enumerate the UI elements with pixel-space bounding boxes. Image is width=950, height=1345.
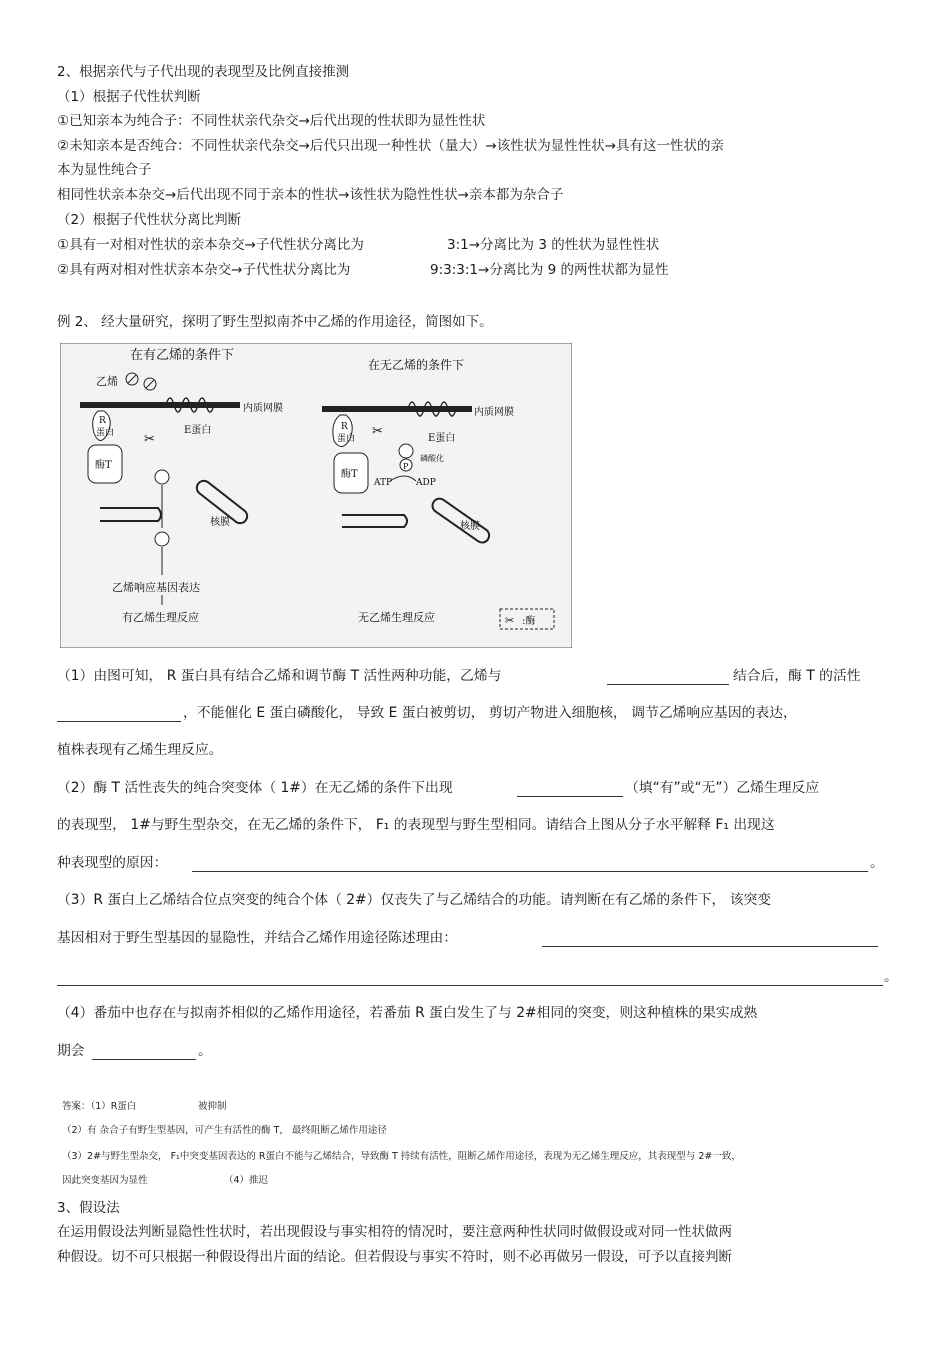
q2-line-d: 种表现型的原因： [57,855,168,871]
answer-line-1b: 被抑制 [198,1101,227,1112]
answer-line-3b: 因此突变基因为显性 [62,1175,148,1186]
atp-label: ATP [374,478,393,488]
left-er-membrane [80,402,240,408]
right-er-label: 内质网膜 [474,407,514,418]
q3-line-end: 。 [884,969,898,985]
ethylene-label: 乙烯 [96,375,118,388]
answer-line-2: （2）有 杂合子有野生型基因，可产生有活性的酶 T， 最终阻断乙烯作用途径 [62,1125,387,1136]
q1-line-b: 结合后，酶 T 的活性 [733,668,861,684]
phosphate-label: P [403,462,409,471]
legend-label: :酶 [522,616,536,627]
q2-blank-1[interactable] [517,783,623,797]
q1-line-a: （1）由图可知， R 蛋白具有结合乙烯和调节酶 T 活性两种功能，乙烯与 [57,668,502,684]
answer-line-1a: 答案：（1）R蛋白 [62,1101,137,1112]
rule-line-4a: ①具有一对相对性状的亲本杂交→子代性状分离比为 [57,237,364,253]
left-e-label: E蛋白 [184,425,212,436]
q3-line-a: （3）R 蛋白上乙烯结合位点突变的纯合个体（ 2#）仅丧失了与乙烯结合的功能。请判断在有乙烯的条件下， 该突变 [57,892,772,908]
right-r-label-a: R [341,422,348,432]
q2-line-end: 。 [870,855,884,871]
cleaved-product-1 [155,470,169,484]
right-e-label: E蛋白 [428,433,456,444]
ethylene-pathway-figure [60,343,572,648]
scissors-icon-right: ✂ [372,424,383,439]
left-er-label: 内质网膜 [243,403,283,414]
gene-expression-label: 乙烯响应基因表达 [112,581,200,594]
rule-line-5b: 9:3:3:1→分离比为 9 的两性状都为显性 [430,262,669,278]
q4-line-b: 期会 [57,1043,85,1059]
right-r-label-b: 蛋白 [337,434,356,444]
q4-blank-1[interactable] [92,1046,196,1060]
subheading-1: （1）根据子代性状判断 [57,89,201,105]
example-title: 例 2、 经大量研究，探明了野生型拟南芥中乙烯的作用途径，简图如下。 [57,314,493,330]
q2-line-b: （填“有”或“无”）乙烯生理反应 [625,780,820,796]
q4-line-end: 。 [198,1043,212,1059]
rule-line-2b: 本为显性纯合子 [57,162,152,178]
right-title: 在无乙烯的条件下 [368,358,465,372]
left-r-label-a: R [99,416,106,426]
rule-line-1: ①已知亲本为纯合子：不同性状亲代杂交→后代出现的性状即为显性性状 [57,113,486,129]
q3-blank-2[interactable] [57,972,883,986]
rule-line-4b: 3:1→分离比为 3 的性状为显性性状 [447,237,660,253]
answer-line-3: （3）2#与野生型杂交， F₁中突变基因表达的 R蛋白不能与乙烯结合，导致酶 T 持续有活性，阻断乙烯作用途径，表现为无乙烯生理反应，其表现型与 2#一致， [62,1151,741,1162]
figure-frame [60,343,572,648]
answer-line-4: （4）推迟 [224,1175,269,1186]
scissors-icon-left: ✂ [144,432,155,447]
cleaved-product-2 [155,532,169,546]
legend-scissors-icon: ✂ [505,614,515,627]
left-result-label: 有乙烯生理反应 [122,611,199,624]
left-title: 在有乙烯的条件下 [130,348,235,363]
q2-line-a: （2）酶 T 活性丧失的纯合突变体（ 1#）在无乙烯的条件下出现 [57,780,453,796]
right-result-label: 无乙烯生理反应 [358,611,435,624]
phosphorylation-label: 磷酸化 [420,454,444,463]
q1-line-c: ，不能催化 E 蛋白磷酸化， 导致 E 蛋白被剪切， 剪切产物进入细胞核， 调节乙烯响应基因的表达， [183,705,797,721]
section3-para-2: 种假设。切不可只根据一种假设得出片面的结论。但若假设与事实不符时，则不必再做另一假设，可予以直接判断 [57,1249,732,1265]
rule-line-2a: ②未知亲本是否纯合：不同性状亲代杂交→后代只出现一种性状（量大）→该性状为显性性状→具有这一性状的亲 [57,138,725,154]
subheading-2: （2）根据子代性状分离比判断 [57,212,242,228]
q4-line-a: （4）番茄中也存在与拟南芥相似的乙烯作用途径，若番茄 R 蛋白发生了与 2#相同的突变，则这种植株的果实成熟 [57,1005,758,1021]
q2-blank-2[interactable] [192,858,868,872]
section-heading-2: 2、根据亲代与子代出现的表现型及比例直接推测 [57,64,350,80]
right-nuclear-label: 核膜 [460,521,480,532]
rule-line-3: 相同性状亲本杂交→后代出现不同于亲本的性状→该性状为隐性性状→亲本都为杂合子 [57,187,564,203]
right-enzyme-label: 酶T [341,469,358,480]
left-enzyme-label: 酶T [95,460,112,471]
right-er-membrane [322,406,472,412]
q3-blank-1[interactable] [542,933,878,947]
left-r-label-b: 蛋白 [96,428,115,438]
rule-line-5a: ②具有两对相对性状亲本杂交→子代性状分离比为 [57,262,351,278]
section3-para-1: 在运用假设法判断显隐性性状时，若出现假设与事实相符的情况时，要注意两种性状同时做假设或对同一性状做两 [57,1224,732,1240]
left-nuclear-label: 核膜 [210,517,230,528]
q2-line-c: 的表现型， 1#与野生型杂交，在无乙烯的条件下， F₁ 的表现型与野生型相同。请结合上图从分子水平解释 F₁ 出现这 [57,817,775,833]
section-heading-3: 3、假设法 [57,1200,120,1216]
q3-line-b: 基因相对于野生型基因的显隐性，并结合乙烯作用途径陈述理由： [57,930,458,946]
right-e-product [399,444,413,458]
adp-label: ADP [416,478,436,488]
q1-blank-1[interactable] [607,671,729,685]
q1-line-d: 植株表现有乙烯生理反应。 [57,742,223,758]
q1-blank-2[interactable] [57,708,181,722]
